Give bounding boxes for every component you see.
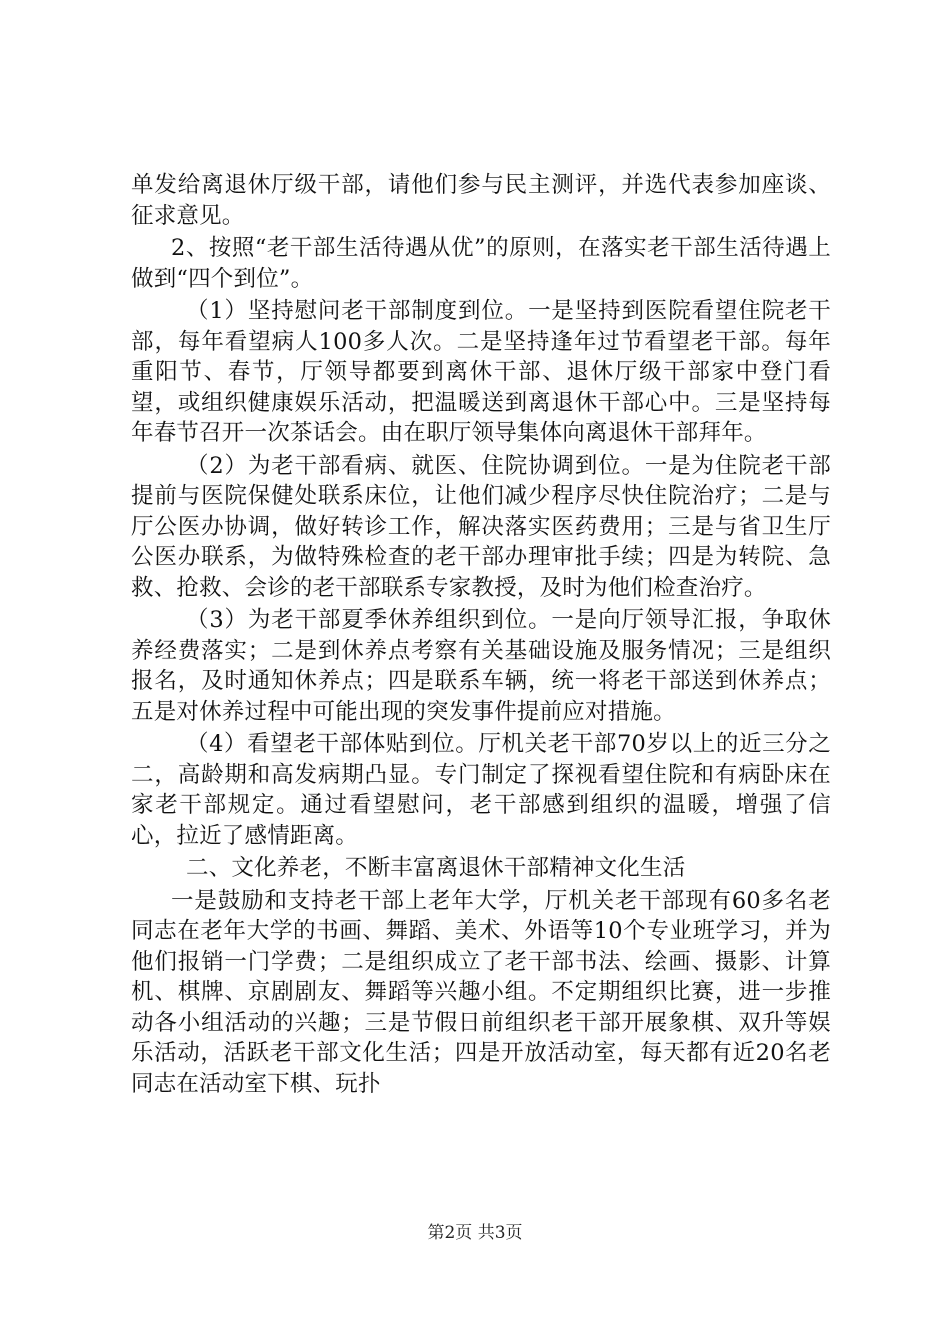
paragraph-subitem-3: （3）为老干部夏季休养组织到位。一是向厅领导汇报，争取休养经费落实；二是到休养点考察有关基础设施及服务情况；三是组织报名，及时通知休养点；四是联系车辆，统一将老干部送到休养点；五是对休养过程中可能出现的突发事件提前应对措施。 [131, 607, 831, 725]
paragraph-item-2: 2、按照“老干部生活待遇从优”的原则，在落实老干部生活待遇上做到“四个到位”。 [131, 235, 831, 292]
paragraph-subitem-4: （4）看望老干部体贴到位。厅机关老干部70岁以上的近三分之二，高龄期和高发病期凸显。专门制定了探视看望住院和有病卧床在家老干部规定。通过看望慰问，老干部感到组织的温暖，增强了信心，拉近了感情距离。 [131, 731, 831, 849]
paragraph-subitem-1: （1）坚持慰问老干部制度到位。一是坚持到医院看望住院老干部，每年看望病人100多人次。二是坚持逢年过节看望老干部。每年重阳节、春节，厅领导都要到离休干部、退休厅级干部家中登门看望，或组织健康娱乐活动，把温暖送到离退休干部心中。三是坚持每年春节召开一次茶话会。由在职厅领导集体向离退休干部拜年。 [131, 298, 831, 446]
paragraph-continuation: 单发给离退休厅级干部，请他们参与民主测评，并选代表参加座谈、征求意见。 [131, 172, 831, 229]
paragraph-section-2-body: 一是鼓励和支持老干部上老年大学，厅机关老干部现有60多名老同志在老年大学的书画、舞蹈、美术、外语等10个专业班学习，并为他们报销一门学费；二是组织成立了老干部书法、绘画、摄影、计算机、棋牌、京剧剧友、舞蹈等兴趣小组。不定期组织比赛，进一步推动各小组活动的兴趣；三是节假日前组织老干部开展象棋、双升等娱乐活动，活跃老干部文化生活；四是开放活动室，每天都有近20名老同志在活动室下棋、玩扑 [131, 887, 831, 1097]
paragraph-subitem-2: （2）为老干部看病、就医、住院协调到位。一是为住院老干部提前与医院保健处联系床位，让他们减少程序尽快住院治疗；二是与厅公医办协调，做好转诊工作，解决落实医药费用；三是与省卫生厅公医办联系，为做特殊检查的老干部办理审批手续；四是为转院、急救、抢救、会诊的老干部联系专家教授，及时为他们检查治疗。 [131, 452, 831, 601]
section-heading-2: 二、文化养老，不断丰富离退休干部精神文化生活 [186, 855, 686, 881]
page-footer: 第2页 共3页 [427, 1223, 523, 1243]
document-body [131, 170, 831, 1101]
